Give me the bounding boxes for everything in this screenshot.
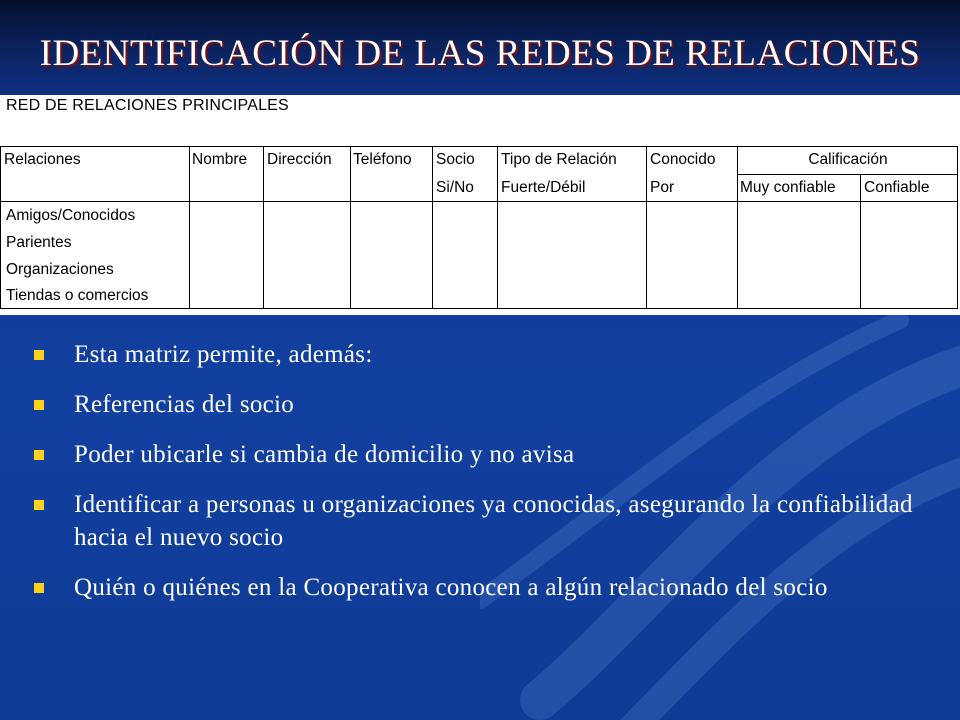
bullet-item xyxy=(34,571,934,604)
header-conocido: Conocido xyxy=(650,151,716,168)
header-calificacion: Calificación xyxy=(808,151,888,168)
slide-title: IDENTIFICACIÓN DE LAS REDES DE RELACIONES xyxy=(39,33,921,74)
square-bullet-icon xyxy=(34,400,44,410)
relations-table-panel xyxy=(0,95,960,315)
square-bullet-icon xyxy=(34,583,44,593)
header-conocido-por: Por xyxy=(650,179,675,196)
square-bullet-icon xyxy=(34,350,44,360)
header-socio-si-no: Si/No xyxy=(436,179,474,196)
bullet-text: Esta matriz permite, además: xyxy=(74,341,373,368)
bullet-item xyxy=(34,488,934,554)
bullet-text: Quién o quiénes en la Cooperativa conocen a algún relacionado del socio xyxy=(74,574,828,601)
header-confiable: Confiable xyxy=(864,179,930,196)
header-fuerte-debil: Fuerte/Débil xyxy=(501,179,586,196)
bullet-list xyxy=(34,338,934,621)
square-bullet-icon xyxy=(34,450,44,460)
bullet-item xyxy=(34,438,934,471)
header-tipo-relacion: Tipo de Relación xyxy=(501,151,617,168)
header-direccion: Dirección xyxy=(267,151,332,168)
header-socio: Socio xyxy=(436,151,475,168)
bullet-text: Poder ubicarle si cambia de domicilio y no avisa xyxy=(74,441,575,468)
row-label: Organizaciones xyxy=(6,261,114,278)
title-bar xyxy=(0,0,960,95)
bullet-item xyxy=(34,388,934,421)
bullet-text: Identificar a personas u organizaciones ya conocidas, asegurando la confiabilidad hacia el nuevo socio xyxy=(74,491,913,551)
row-label: Amigos/Conocidos xyxy=(6,207,136,224)
square-bullet-icon xyxy=(34,500,44,510)
header-muy-confiable: Muy confiable xyxy=(740,179,836,196)
header-relaciones: Relaciones xyxy=(4,151,81,168)
header-telefono: Teléfono xyxy=(353,151,412,168)
header-nombre: Nombre xyxy=(192,151,248,168)
row-label: Parientes xyxy=(6,234,72,251)
row-label: Tiendas o comercios xyxy=(6,287,149,304)
bullet-text: Referencias del socio xyxy=(74,391,295,418)
table-heading: RED DE RELACIONES PRINCIPALES xyxy=(6,97,289,114)
bullet-item xyxy=(34,338,934,371)
